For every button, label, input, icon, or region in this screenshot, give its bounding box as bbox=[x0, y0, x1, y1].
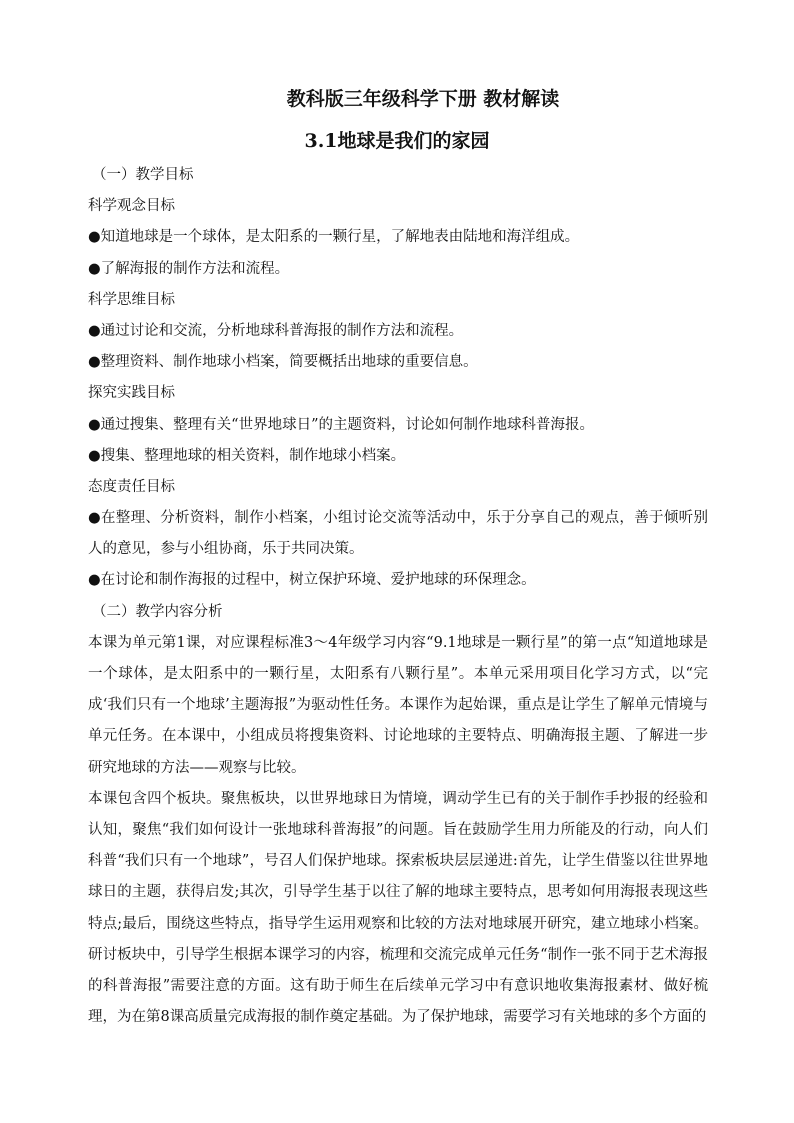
concept-item: ●了解海报的制作方法和流程。 bbox=[88, 260, 290, 277]
lesson-title bbox=[0, 129, 794, 153]
attitude-heading: 态度责任目标 bbox=[88, 478, 175, 495]
attitude-item: ●在讨论和制作海报的过程中，树立保护环境、爱护地球的环保理念。 bbox=[88, 572, 536, 589]
analysis-paragraph: 本课为单元第1课，对应课程标准3～4年级学习内容“9.1地球是一颗行星”的第一点“知道地球是一个球体，是太阳系中的一颗行星，太阳系有八颗行星”。本单元采用项目化学习方式，以“完成‘我们只有一个地球’主题海报”为驱动性任务。本课作为起始课，重点是让学生了解单元情境与单元任务。在本课中，小组成员将搜集资料、讨论地球的主要特点、明确海报主题、了解进一步研究地球的方法——观察与比较。 bbox=[88, 634, 708, 776]
practice-heading: 探究实践目标 bbox=[88, 385, 175, 402]
practice-item: ●通过搜集、整理有关“世界地球日”的主题资料，讨论如何制作地球科普海报。 bbox=[88, 416, 594, 433]
practice-item: ●搜集、整理地球的相关资料，制作地球小档案。 bbox=[88, 447, 406, 464]
concept-heading: 科学观念目标 bbox=[88, 198, 175, 215]
analysis-heading: （二）教学内容分析 bbox=[92, 603, 223, 620]
document-title bbox=[0, 87, 794, 111]
thinking-item: ●整理资料、制作地球小档案，简要概括出地球的重要信息。 bbox=[88, 354, 478, 371]
attitude-item: ●在整理、分析资料，制作小档案，小组讨论交流等活动中，乐于分享自己的观点，善于倾听别人的意见，参与小组协商，乐于共同决策。 bbox=[88, 510, 708, 558]
thinking-item: ●通过讨论和交流，分析地球科普海报的制作方法和流程。 bbox=[88, 322, 464, 339]
thinking-heading: 科学思维目标 bbox=[88, 291, 175, 308]
concept-item: ●知道地球是一个球体，是太阳系的一颗行星，了解地表由陆地和海洋组成。 bbox=[88, 229, 580, 246]
objectives-heading: （一）教学目标 bbox=[92, 167, 194, 183]
document-title-text: 教科版三年级科学下册 教材解读 bbox=[286, 88, 560, 110]
analysis-paragraph: 本课包含四个板块。聚焦板块，以世界地球日为情境，调动学生已有的关于制作手抄报的经验和认知，聚焦“我们如何设计一张地球科普海报”的问题。旨在鼓励学生用力所能及的行动，向人们科普“我们只有一个地球”，号召人们保护地球。探索板块层层递进:首先，让学生借鉴以往世界地球日的主题，获得启发;其次，引导学生基于以往了解的地球主要特点，思考如何用海报表现这些特点;最后，围绕这些特点，指导学生运用观察和比较的方法对地球展开研究，建立地球小档案。研讨板块中，引导学生根据本课学习的内容，梳理和交流完成单元任务“制作一张不同于艺术海报的科普海报”需要注意的方面。这有助于师生在后续单元学习中有意识地收集海报素材、做好梳理，为在第8课高质量完成海报的制作奠定基础。为了保护地球，需要学习有关地球的多个方面的 bbox=[88, 790, 708, 1026]
document-body bbox=[88, 160, 708, 1033]
lesson-title-text: 3.1地球是我们的家园 bbox=[304, 130, 490, 152]
